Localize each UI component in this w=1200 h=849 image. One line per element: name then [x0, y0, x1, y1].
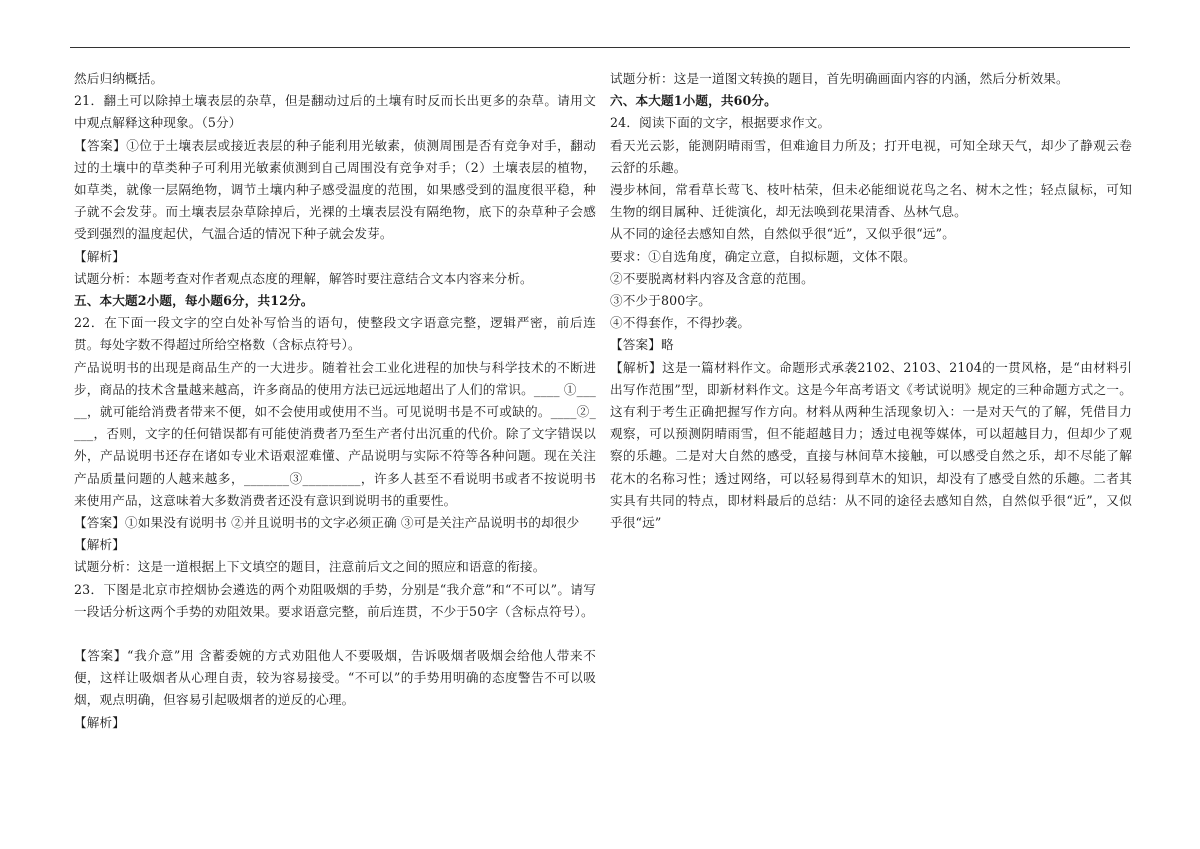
passage-22: 产品说明书的出现是商品生产的一大进步。随着社会工业化进程的加快与科学技术的不断进步，商品的技术含量越来越高，许多商品的使用方法已远远地超出了人们的常识。____ ①_____，就可能给消费者带来不便，如不会使用或使用不当。可见说明书是不可或缺的。____②____，否则，文字的任何错误都有可能使消费者乃至生产者付出沉重的代价。除了文字错误以外，产品说明书还存在诸如专业术语艰涩难懂、产品说明与实际不符等各种问题。现在关注产品质量问题的人越来越多，_______③_________，许多人甚至不看说明书或者不按说明书来使用产品，这意味着大多数消费者还没有意识到说明书的重要性。	[74, 359, 596, 508]
paragraph: 然后归纳概括。	[74, 71, 164, 86]
requirement-3: ③不少于800字。	[610, 293, 711, 309]
material-paragraph-3: 从不同的途径去感知自然，自然似乎很“近”，又似乎很“远”。	[610, 226, 955, 242]
question-21: 21．翻土可以除掉土壤表层的杂草，但是翻动过后的土壤有时反而长出更多的杂草。请用文中观点解释这种现象。（5分）	[74, 93, 596, 131]
answer-22: 【答案】①如果没有说明书 ②并且说明书的文字必须正确 ③可是关注产品说明书的却很少	[74, 515, 580, 531]
figure-gap	[74, 623, 596, 645]
requirement-2: ②不要脱离材料内容及含意的范围。	[610, 270, 814, 286]
analysis-21: 试题分析：本题考查对作者观点态度的理解，解答时要注意结合文本内容来分析。	[74, 270, 533, 286]
header-rule	[70, 47, 1130, 48]
requirement-1: 要求：①自选角度，确定立意，自拟标题，文体不限。	[610, 248, 916, 264]
analysis-label: 【解析】	[74, 248, 125, 264]
analysis-label: 【解析】	[74, 714, 125, 730]
left-column	[74, 68, 596, 734]
material-paragraph-2: 漫步林间，常看草长莺飞、枝叶枯荣，但未必能细说花鸟之名、树木之性；轻点鼠标，可知生物的纲目属种、迁徙演化，却无法唤到花果清香、丛林气息。	[610, 182, 1132, 220]
material-paragraph-1: 看天光云影，能测阴晴雨雪，但难逾目力所及；打开电视，可知全球天气，却少了静观云卷云舒的乐趣。	[610, 137, 1132, 175]
section-heading-5: 五、本大题2小题，每小题6分，共12分。	[74, 293, 314, 309]
requirement-4: ④不得套作，不得抄袭。	[610, 315, 751, 331]
question-23: 23．下图是北京市控烟协会遴选的两个劝阻吸烟的手势，分别是“我介意”和“不可以”。请写一段话分析这两个手势的劝阻效果。要求语意完整，前后连贯，不少于50字（含标点符号）。	[74, 581, 596, 619]
section-heading-6: 六、本大题1小题，共60分。	[610, 93, 777, 109]
question-24: 24．阅读下面的文字，根据要求作文。	[610, 115, 831, 131]
answer-23: 【答案】“我介意”用 含蓄委婉的方式劝阻他人不要吸烟，告诉吸烟者吸烟会给他人带来不便，这样让吸烟者从心理自责，较为容易接受。“不可以”的手势用明确的态度警告不可以吸烟，观点明确，但容易引起吸烟者的逆反的心理。	[74, 648, 596, 708]
analysis-22: 试题分析：这是一道根据上下文填空的题目，注意前后文之间的照应和语意的衔接。	[74, 559, 546, 575]
answer-24: 【答案】略	[610, 337, 674, 353]
analysis-24: 【解析】这是一篇材料作文。命题形式承袭2102、2103、2104的一贯风格，是“由材料引出写作范围”型，即新材料作文。这是今年高考语文《考试说明》规定的三种命题方式之一。这有利于考生正确把握写作方向。材料从两种生活现象切入：一是对天气的了解，凭借目力观察，可以预测阴晴雨雪，但不能超越目力；透过电视等媒体，可以超越目力，但却少了观察的乐趣。二是对大自然的感受，直接与林间草木接触，可以感受自然之乐，却不尽能了解花木的名称习性；透过网络，可以轻易得到草木的知识，却没有了感受自然的乐趣。二者其实具有共同的特点，即材料最后的总结：从不同的途径去感知自然，自然似乎很“近”，又似乎很“远”	[610, 359, 1132, 531]
question-22: 22．在下面一段文字的空白处补写恰当的语句，使整段文字语意完整，逻辑严密，前后连贯。每处字数不得超过所给空格数（含标点符号）。	[74, 315, 596, 353]
right-column	[610, 68, 1132, 534]
analysis-label: 【解析】	[74, 537, 125, 553]
answer-21: 【答案】①位于土壤表层或接近表层的种子能利用光敏素，侦测周围是否有竞争对手，翻动过的土壤中的草类种子可利用光敏素侦测到自己周围没有竞争对手；（2）土壤表层的植物，如草类，就像一层隔绝物，调节土壤内种子感受温度的范围，如果感受到的温度很平稳，种子就不会发芽。而土壤表层杂草除掉后，光裸的土壤表层没有隔绝物，底下的杂草种子会感受到强烈的温度起伏，气温合适的情况下种子就会发芽。	[74, 137, 596, 242]
analysis-23: 试题分析：这是一道图文转换的题目，首先明确画面内容的内涵，然后分析效果。	[610, 71, 1069, 86]
